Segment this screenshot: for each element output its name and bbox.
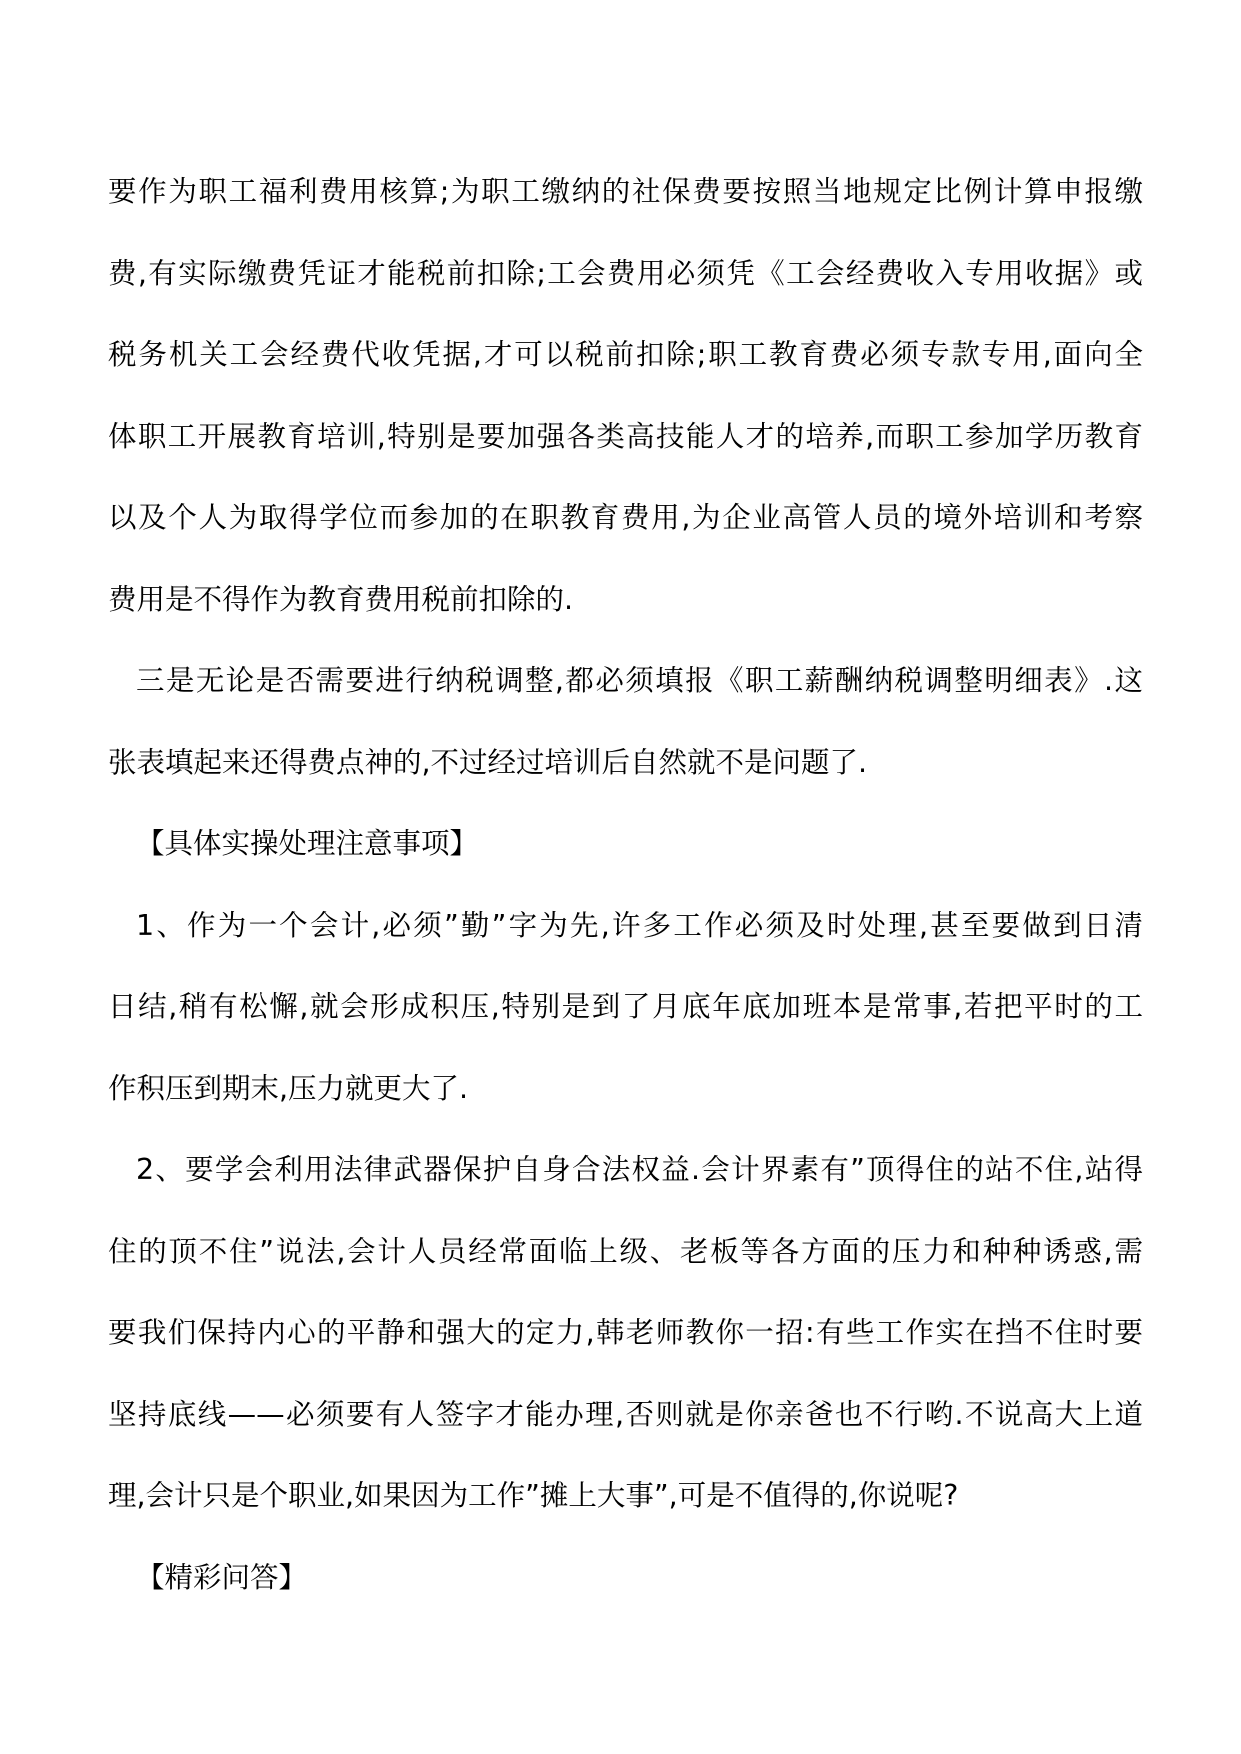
document-body [108,164,1143,1631]
text-line: 1、作为一个会计,必须”勤”字为先,许多工作必须及时处理,甚至要做到日清 [136,908,1143,942]
text-line: 【精彩问答】 [136,1560,308,1594]
text-line: 日结,稍有松懈,就会形成积压,特别是到了月底年底加班本是常事,若把平时的工 [108,990,1143,1023]
text-line: 税务机关工会经费代收凭据,才可以税前扣除;职工教育费必须专款专用,面向全 [108,338,1143,371]
text-line: 三是无论是否需要进行纳税调整,都必须填报《职工薪酬纳税调整明细表》.这 [136,664,1143,697]
text-line: 要我们保持内心的平静和强大的定力,韩老师教你一招:有些工作实在挡不住时要 [108,1316,1143,1349]
text-line: 作积压到期末,压力就更大了. [108,1071,469,1105]
text-line: 费,有实际缴费凭证才能税前扣除;工会费用必须凭《工会经费收入专用收据》或 [108,256,1143,290]
text-line: 坚持底线——必须要有人签字才能办理,否则就是你亲爸也不行哟.不说高大上道 [108,1397,1143,1431]
text-line: 住的顶不住”说法,会计人员经常面临上级、老板等各方面的压力和种种诱惑,需 [108,1234,1143,1268]
text-line: 张表填起来还得费点神的,不过经过培训后自然就不是问题了. [108,745,868,779]
text-line: 【具体实操处理注意事项】 [136,827,479,860]
text-line: 以及个人为取得学位而参加的在职教育费用,为企业高管人员的境外培训和考察 [108,501,1143,534]
text-line: 要作为职工福利费用核算;为职工缴纳的社保费要按照当地规定比例计算申报缴 [108,175,1143,208]
text-line: 理,会计只是个职业,如果因为工作”摊上大事”,可是不值得的,你说呢? [108,1479,959,1512]
text-line: 体职工开展教育培训,特别是要加强各类高技能人才的培养,而职工参加学历教育 [108,419,1143,453]
text-line: 2、要学会利用法律武器保护自身合法权益.会计界素有”顶得住的站不住,站得 [136,1153,1143,1186]
text-line: 费用是不得作为教育费用税前扣除的. [108,582,574,616]
